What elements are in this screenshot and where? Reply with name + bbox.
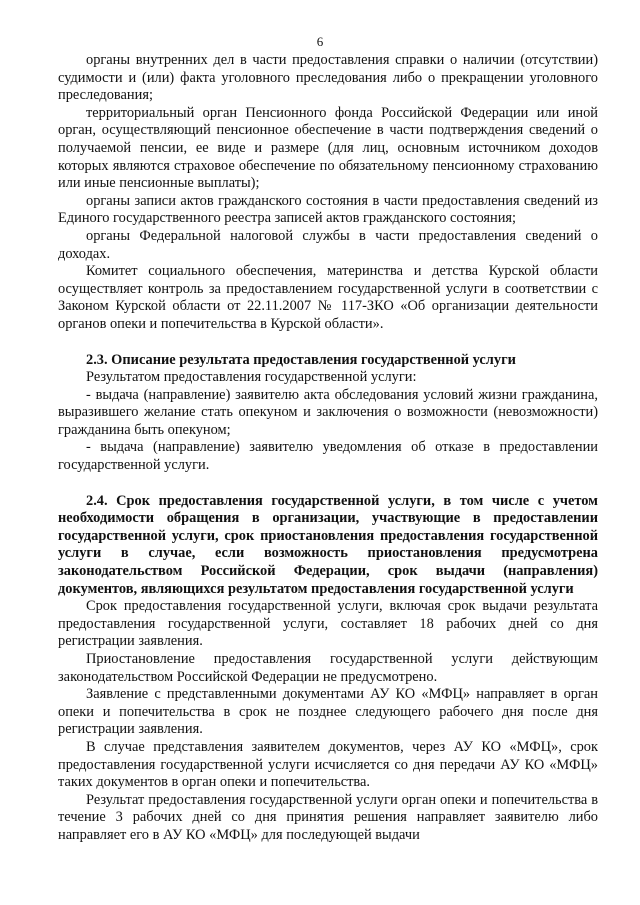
paragraph: Срок предоставления государственной услуги, включая срок выдачи результата предоставления государственной услуги, составляет 18 рабочих дней со дня регистрации заявления. [58, 598, 598, 650]
paragraph: - выдача (направление) заявителю уведомления об отказе в предоставлении государственной услуги. [58, 439, 598, 474]
paragraph: территориальный орган Пенсионного фонда Российской Федерации или иной орган, осуществляющий пенсионное обеспечение в части подтверждения сведений о получаемой пенсии, ее виде и размере (для лиц, основным источником доходов которых являются страховое обеспечение по обязательному пенсионному страхованию или иные пенсионные выплаты); [58, 104, 598, 192]
paragraph: - выдача (направление) заявителю акта обследования условий жизни гражданина, выразившего желание стать опекуном и заключения о возможности (невозможности) гражданина быть опекуном; [58, 386, 598, 438]
section-heading-2-3: 2.3. Описание результата предоставления государственной услуги [86, 351, 516, 368]
paragraph: Комитет социального обеспечения, материнства и детства Курской области осуществляет контроль за предоставлением государственной услуги в соответствии с Законом Курской области от 22.11.2007 № 117-ЗКО «Об организации деятельности органов опеки и попечительства в Курской области». [58, 263, 598, 332]
paragraph: органы Федеральной налоговой службы в части предоставления сведений о доходах. [58, 227, 598, 262]
spacer [58, 475, 598, 493]
page-number: 6 [316, 34, 324, 49]
paragraph: Результат предоставления государственной услуги орган опеки и попечительства в течение 3 рабочих дней со дня принятия решения направляет заявителю либо направляет его в АУ КО «МФЦ» для последующей выдачи [58, 791, 598, 843]
paragraph: органы внутренних дел в части предоставления справки о наличии (отсутствии) судимости и (или) факта уголовного преследования либо о прекращении уголовного преследования; [58, 52, 598, 104]
paragraph: Результатом предоставления государственной услуги: [86, 369, 417, 386]
document-body [58, 52, 598, 845]
spacer [58, 334, 598, 352]
paragraph: органы записи актов гражданского состояния в части предоставления сведений из Единого государственного реестра записей актов гражданского состояния; [58, 192, 598, 227]
paragraph: В случае представления заявителем документов, через АУ КО «МФЦ», срок предоставления государственной услуги исчисляется со дня передачи АУ КО «МФЦ» таких документов в орган опеки и попечительства. [58, 738, 598, 791]
paragraph: Приостановление предоставления государственной услуги действующим законодательством Российской Федерации не предусмотрено. [58, 651, 598, 685]
section-heading-2-4: 2.4. Срок предоставления государственной услуги, в том числе с учетом необходимости обращения в организации, участвующие в предоставлении государственной услуги, срок приостановления предоставления государственной услуги в случае, если возможность приостановления предусмотрена законодательством Российской Федерации, срок выдачи (направления) документов, являющихся результатом предоставления государственной услуги [58, 492, 598, 597]
paragraph: Заявление с представленными документами АУ КО «МФЦ» направляет в орган опеки и попечительства в срок не позднее следующего рабочего дня после дня регистрации заявления. [58, 686, 598, 738]
